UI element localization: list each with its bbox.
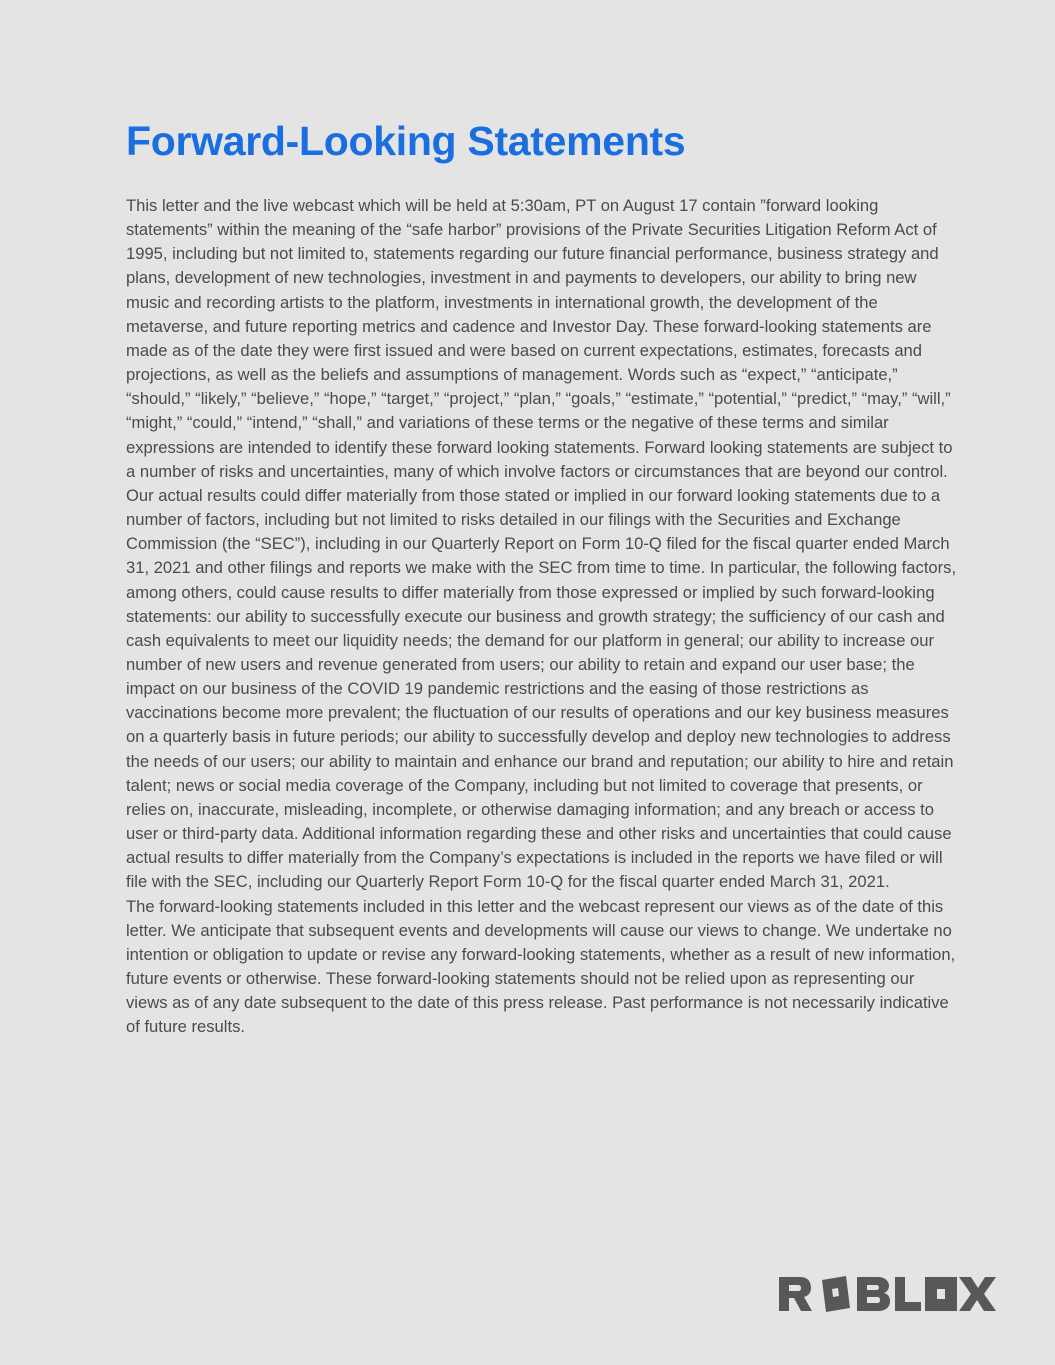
paragraph-disclaimer: This letter and the live webcast which will be held at 5:30am, PT on August 17 contain ”forward looking statements” within the meaning of the “safe harbor” provisions of the Private Securities Litigation Reform Act of 1995, including but not limited to, statements regarding our future financial performance, business strategy and plans, development of new technologies, investment in and payments to developers, our ability to bring new music and recording artists to the platform, investments in international growth, the development of the metaverse, and future reporting metrics and cadence and Investor Day. These forward-looking statements are made as of the date they were first issued and were based on current expectations, estimates, forecasts and projections, as well as the beliefs and assumptions of management. Words such as “expect,” “anticipate,” “should,” “likely,” “believe,” “hope,” “target,” “project,” “plan,” “goals,” “estimate,” “potential,” “predict,” “may,” “will,” “might,” “could,” “intend,” “shall,” and variations of these terms or the negative of these terms and similar expressions are intended to identify these forward looking statements. Forward looking statements are subject to a number of risks and uncertainties, many of which involve factors or circumstances that are beyond our control. Our actual results could differ materially from those stated or implied in our forward looking statements due to a number of factors, including but not limited to risks detailed in our filings with the Securities and Exchange Commission (the “SEC”), including in our Quarterly Report on Form 10-Q filed for the fiscal quarter ended March 31, 2021 and other filings and reports we make with the SEC from time to time. In particular, the following factors, among others, could cause results to differ materially from those expressed or implied by such forward-looking statements: our ability to successfully execute our business and growth strategy; the sufficiency of our cash and cash equivalents to meet our liquidity needs; the demand for our platform in general; our ability to increase our number of new users and revenue generated from users; our ability to retain and expand our user base; the impact on our business of the COVID 19 pandemic restrictions and the easing of those restrictions as vaccinations become more prevalent; the fluctuation of our results of operations and our key business measures on a quarterly basis in future periods; our ability to successfully develop and deploy new technologies to address the needs of our users; our ability to maintain and enhance our brand and reputation; our ability to hire and retain talent; news or social media coverage of the Company, including but not limited to coverage that presents, or relies on, inaccurate, misleading, incomplete, or otherwise damaging information; and any breach or access to user or third-party data. Additional information regarding these and other risks and uncertainties that could cause actual results to differ materially from the Company’s expectations is included in the reports we have filed or will file with the SEC, including our Quarterly Report Form 10-Q for the fiscal quarter ended March 31, 2021. [126, 196, 957, 892]
page-title: Forward-Looking Statements [126, 118, 686, 164]
paragraph-views: The forward-looking statements included in this letter and the webcast represent our views as of the date of this letter. We anticipate that subsequent events and developments will cause our views to change. We undertake no intention or obligation to update or revise any forward-looking statements, whether as a result of new information, future events or otherwise. These forward-looking statements should not be relied upon as representing our views as of any date subsequent to the date of this press release. Past performance is not necessarily indicative of future results. [126, 896, 956, 1037]
roblox-logo [778, 1276, 996, 1312]
document-body [126, 194, 958, 1039]
